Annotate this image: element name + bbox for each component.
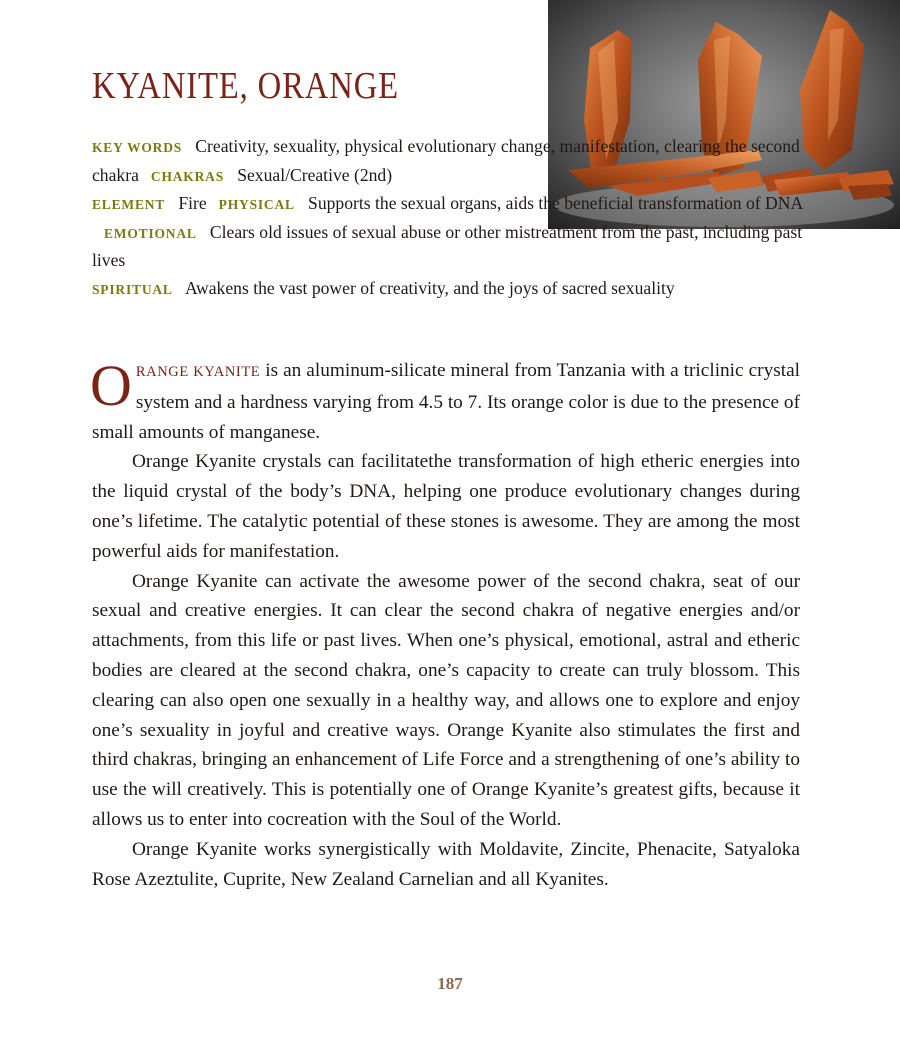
key-words-text: Creativity, sexuality, physical evolutionary change, manifestation, clearing the second chakra <box>92 136 800 185</box>
element-text: Fire <box>178 193 207 214</box>
drop-cap: O <box>90 353 132 418</box>
paragraph-1-text: is an aluminum-silicate mineral from Tanzania with a triclinic crystal system and a hardness varying from 4.5 to 7. Its orange color is due to the presence of small amounts of manganese. <box>92 360 800 443</box>
page-title: KYANITE, ORANGE <box>92 65 399 107</box>
properties-block <box>92 133 810 304</box>
paragraph-4: Orange Kyanite works synergistically with Moldavite, Zincite, Phenacite, Satyaloka Rose Azeztulite, Cuprite, New Zealand Carnelian and all Kyanites. <box>92 838 800 890</box>
lead-small-caps: RANGE KYANITE <box>135 364 261 380</box>
physical-label: PHYSICAL <box>218 197 295 213</box>
paragraph-3: Orange Kyanite can activate the awesome power of the second chakra, seat of our sexual and creative energies. It can clear the second chakra of negative energies and/or attachments, from this life or past lives. When one’s physical, emotional, astral and etheric bodies are cleared at the second chakra, one’s capacity to create can truly blossom. This clearing can also open one sexually in a healthy way, and allows one to explore and enjoy one’s sexuality in joyful and creative ways. Orange Kyanite also stimulates the first and third chakras, bringing an enhancement of Life Force and a strengthening of one’s ability to use the will creatively. This is potentially one of Orange Kyanite’s greatest gifts, because it allows us to enter into cocreation with the Soul of the World. <box>92 570 800 830</box>
emotional-text: Clears old issues of sexual abuse or other mistreatment from the past, including past lives <box>92 221 803 271</box>
spiritual-label: SPIRITUAL <box>92 281 173 297</box>
emotional-label: EMOTIONAL <box>104 225 197 241</box>
page-number: 187 <box>437 974 463 993</box>
chakras-text: Sexual/Creative (2nd) <box>237 164 393 185</box>
body-text <box>90 353 800 894</box>
physical-text: Supports the sexual organs, aids the beneficial transformation of DNA <box>308 193 804 214</box>
spiritual-text: Awakens the vast power of creativity, and the joys of sacred sexuality <box>184 277 675 298</box>
key-words-label: KEY WORDS <box>92 140 183 155</box>
paragraph-1 <box>90 353 800 447</box>
chakras-label: CHAKRAS <box>150 168 224 184</box>
element-label: ELEMENT <box>92 197 166 213</box>
paragraph-2: Orange Kyanite crystals can facilitatethe transformation of high etheric energies into the liquid crystal of the body’s DNA, helping one produce evolutionary changes during one’s lifetime. The catalytic potential of these stones is awesome. They are among the most powerful aids for manifestation. <box>92 451 800 562</box>
